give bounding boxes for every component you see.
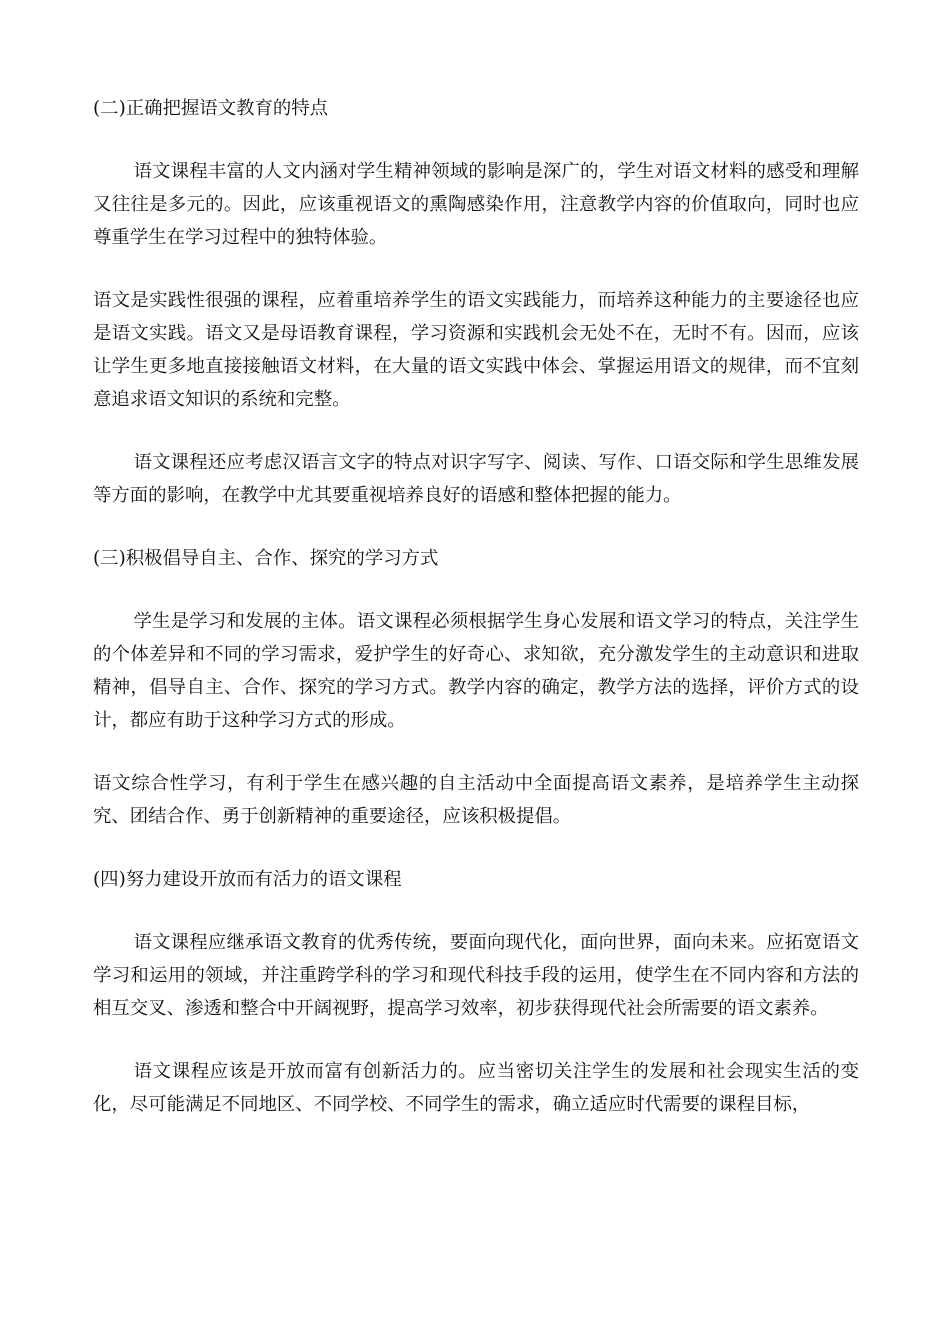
paragraph: 语文是实践性很强的课程，应着重培养学生的语文实践能力，而培养这种能力的主要途径也应是语文实践。语文又是母语教育课程，学习资源和实践机会无处不在，无时不有。因而，应该让学生更多地直接接触语文材料，在大量的语文实践中体会、掌握运用语文的规律，而不宜刻意追求语文知识的系统和完整。 <box>93 290 859 410</box>
section-heading-2: (二)正确把握语文教育的特点 <box>93 98 329 119</box>
paragraph: 语文课程应该是开放而富有创新活力的。应当密切关注学生的发展和社会现实生活的变化，尽可能满足不同地区、不同学校、不同学生的需求，确立适应时代需要的课程目标， <box>93 1061 859 1115</box>
paragraph: 语文课程丰富的人文内涵对学生精神领域的影响是深广的，学生对语文材料的感受和理解又往往是多元的。因此，应该重视语文的熏陶感染作用，注意教学内容的价值取向，同时也应尊重学生在学习过程中的独特体验。 <box>93 161 859 248</box>
paragraph: 语文课程还应考虑汉语言文字的特点对识字写字、阅读、写作、口语交际和学生思维发展等方面的影响，在教学中尤其要重视培养良好的语感和整体把握的能力。 <box>93 452 859 506</box>
paragraph: 语文课程应继承语文教育的优秀传统，要面向现代化，面向世界，面向未来。应拓宽语文学习和运用的领域，并注重跨学科的学习和现代科技手段的运用，使学生在不同内容和方法的相互交叉、渗透和整合中开阔视野，提高学习效率，初步获得现代社会所需要的语文素养。 <box>93 932 859 1019</box>
document-page <box>93 92 859 1121</box>
section-heading-4: (四)努力建设开放而有活力的语文课程 <box>93 869 402 890</box>
section-heading-3: (三)积极倡导自主、合作、探究的学习方式 <box>93 548 439 569</box>
paragraph: 语文综合性学习，有利于学生在感兴趣的自主活动中全面提高语文素养，是培养学生主动探究、团结合作、勇于创新精神的重要途径，应该积极提倡。 <box>93 773 859 827</box>
paragraph: 学生是学习和发展的主体。语文课程必须根据学生身心发展和语文学习的特点，关注学生的个体差异和不同的学习需求，爱护学生的好奇心、求知欲，充分激发学生的主动意识和进取精神，倡导自主、合作、探究的学习方式。教学内容的确定，教学方法的选择，评价方式的设计，都应有助于这种学习方式的形成。 <box>93 611 859 731</box>
